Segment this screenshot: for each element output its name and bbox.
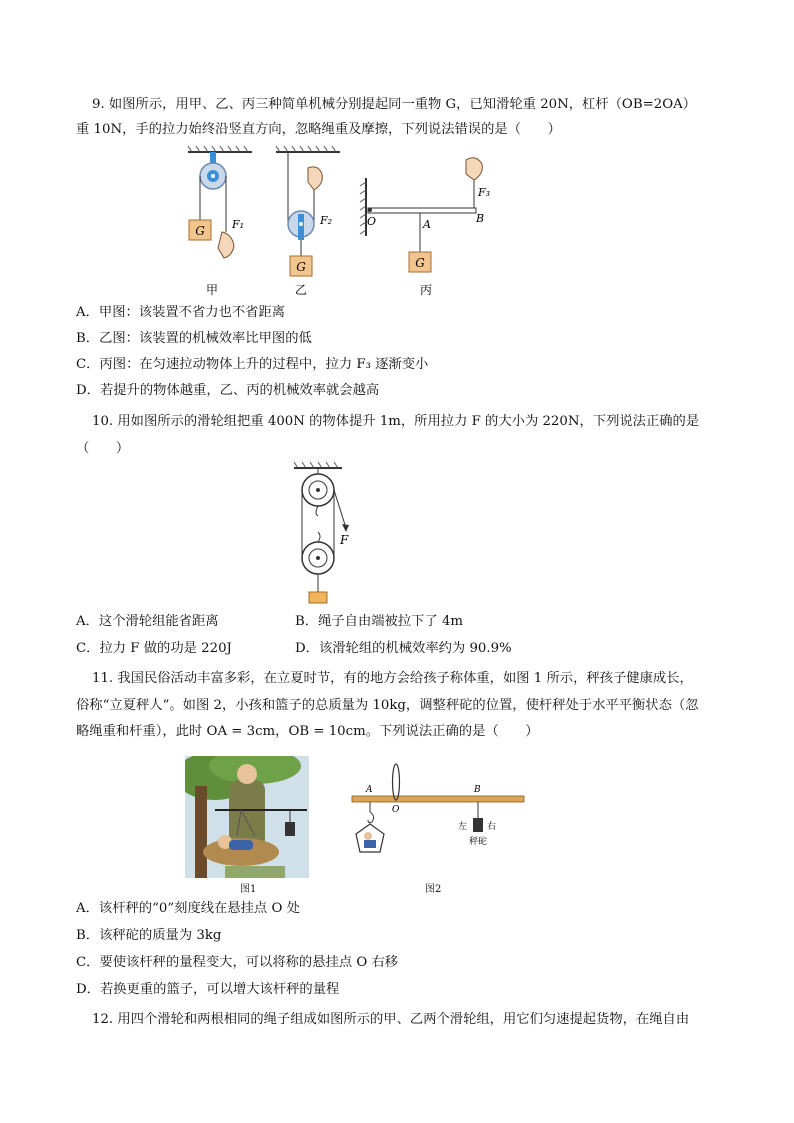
q9-option-a: A．甲图：该装置不省力也不省距离 xyxy=(76,305,286,320)
weight-g-bing: G xyxy=(415,256,425,270)
q12-stem-line1: 12. 用四个滑轮和两根相同的绳子组成如图所示的甲、乙两个滑轮组，用它们匀速提起货物，在绳自由 xyxy=(92,1012,690,1027)
q10-option-b: B．绳子自由端被拉下了 4m xyxy=(295,614,464,629)
q11-option-d: D．若换更重的篮子，可以增大该杆秤的量程 xyxy=(76,982,340,997)
q9-option-b: B．乙图：该装置的机械效率比甲图的低 xyxy=(76,331,312,346)
q10-stem-line2: （ ） xyxy=(76,441,130,456)
figure1-caption: 图1 xyxy=(240,884,257,895)
q9-stem-line1: 9. 如图所示，用甲、乙、丙三种简单机械分别提起同一重物 G，已知滑轮重 20N，杠杆（OB=2OA） xyxy=(92,97,697,112)
point-a-label: A xyxy=(423,218,431,231)
force-f2-label: F₂ xyxy=(320,214,333,227)
q11-option-b: B．该秤砣的质量为 3kg xyxy=(76,928,222,943)
caption-bing: 丙 xyxy=(419,283,433,297)
fixed-pulley-jia xyxy=(188,146,252,258)
q11-option-a: A．该杆秤的“0”刻度线在悬挂点 O 处 xyxy=(76,901,300,916)
q9-figure xyxy=(180,140,520,300)
weight-left-label: 左 xyxy=(458,822,468,832)
figure2-caption: 图2 xyxy=(425,884,442,895)
q11-option-c: C．要使该杆秤的量程变大，可以将称的悬挂点 O 右移 xyxy=(76,955,399,970)
weight-name-label: 秤砣 xyxy=(468,837,488,847)
q9-stem-line2: 重 10N，手的拉力始终沿竖直方向，忽略绳重及摩擦，下列说法错误的是（ ） xyxy=(76,122,561,137)
q11-stem-line3: 略绳重和杆重），此时 OA = 3cm，OB = 10cm。下列说法正确的是（ ） xyxy=(76,724,539,739)
q10-option-c: C．拉力 F 做的功是 220J xyxy=(76,641,232,656)
q10-option-a: A．这个滑轮组能省距离 xyxy=(76,614,219,629)
q11-stem-line1: 11. 我国民俗活动丰富多彩，在立夏时节，有的地方会给孩子称体重，如图 1 所示，秤孩子健康成长， xyxy=(92,671,693,686)
steelyard-point-o: O xyxy=(392,805,400,815)
q9-option-d: D．若提升的物体越重，乙、丙的机械效率就会越高 xyxy=(76,383,380,398)
caption-yi: 乙 xyxy=(294,283,308,297)
q11-steelyard-diagram xyxy=(350,762,530,874)
q11-photo-illustration xyxy=(185,756,309,878)
movable-pulley-yi xyxy=(276,146,340,276)
force-f-label: F xyxy=(340,533,349,547)
steelyard-point-b: B xyxy=(474,785,481,795)
weight-g-jia: G xyxy=(195,224,205,238)
steelyard-point-a: A xyxy=(366,785,373,795)
pivot-o-label: O xyxy=(367,215,377,228)
weight-right-label: 右 xyxy=(487,822,497,832)
caption-jia: 甲 xyxy=(205,283,219,297)
q10-stem-line1: 10. 用如图所示的滑轮组把重 400N 的物体提升 1m，所用拉力 F 的大小为 220N，下列说法正确的是 xyxy=(92,414,700,429)
lever-bing xyxy=(360,158,490,272)
point-b-label: B xyxy=(476,212,485,225)
weight-g-yi: G xyxy=(296,260,306,274)
force-f1-label: F₁ xyxy=(232,218,245,231)
force-f3-label: F₃ xyxy=(478,186,491,199)
q9-option-c: C．丙图：在匀速拉动物体上升的过程中，拉力 F₃ 逐渐变小 xyxy=(76,357,429,372)
q11-stem-line2: 俗称“立夏秤人”。如图 2，小孩和篮子的总质量为 10kg，调整秤砣的位置，使杆秤处于水平平衡状态（忽 xyxy=(76,698,699,713)
q10-option-d: D．该滑轮组的机械效率约为 90.9% xyxy=(295,641,512,656)
q10-pulley-figure xyxy=(280,460,370,608)
